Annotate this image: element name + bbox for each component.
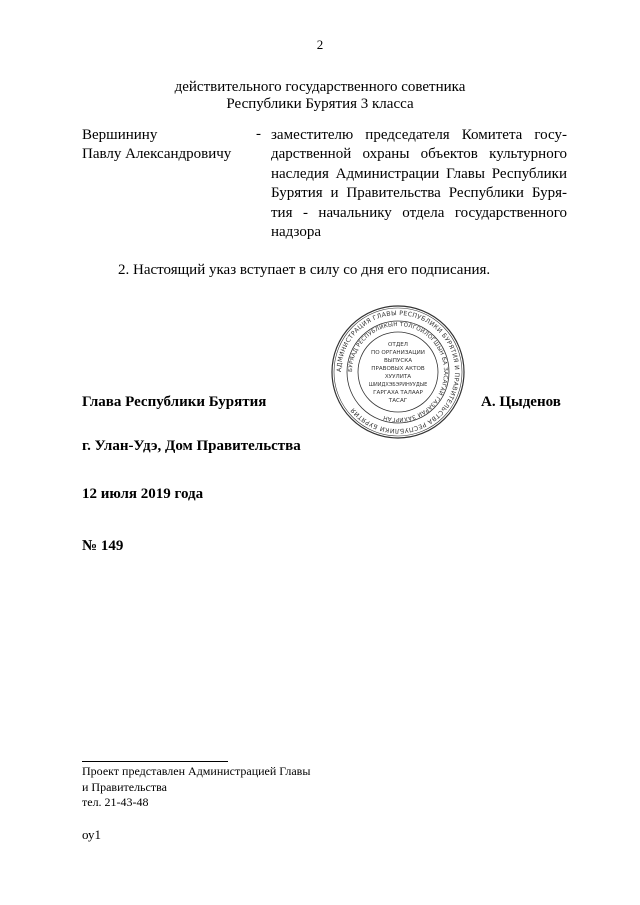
footnote-phone: тел. 21-43-48: [82, 795, 149, 809]
clause-2: 2. Настоящий указ вступает в силу со дня его подписания.: [118, 262, 491, 278]
footnote-divider: [82, 761, 228, 762]
seal-center-line: ШИИДХЭБЭРИНУУДЫЕ: [368, 382, 428, 388]
page-number: 2: [316, 37, 324, 52]
rank-title-line-1: действительного государственного советника: [174, 79, 466, 95]
person-position: заместителю председателя Комитета госу-дарственной охраны объектов культурного наследия Администрации Главы Республики Бурятия и Правительства Республики Буря-тия - начальнику отдела государственного надзора: [271, 127, 567, 241]
seal-outer-text: АДМИНИСТРАЦИЯ ГЛАВЫ РЕСПУБЛИКИ БУРЯТИЯ И ПРАВИТЕЛЬСТВА РЕСПУБЛИКИ БУРЯТИЯ: [335, 309, 461, 435]
footnote-line: Проект представлен Администрацией Главы: [82, 764, 311, 778]
document-code: оу1: [82, 827, 102, 842]
seal-inner-text: БУРЯАД РЕСПУБЛИКЫН ТОЛГОЙЛОГШЫН БА ЗАСАГАЙ ГАЗАРАЙ ЗАХИРГАН: [347, 321, 449, 423]
signer-title: Глава Республики Бурятия: [82, 394, 267, 410]
footnote-line: и Правительства: [82, 780, 167, 794]
seal-center-line: ПРАВОВЫХ АКТОВ: [371, 366, 425, 372]
seal-center-line: ГАРГАХА ТАЛААР: [373, 390, 423, 396]
separator-dash: -: [256, 126, 261, 142]
decree-date: 12 июля 2019 года: [82, 486, 204, 502]
seal-center-line: ОТДЕЛ: [388, 342, 408, 348]
decree-number: № 149: [82, 538, 124, 554]
rank-title-line-2: Республики Бурятия 3 класса: [226, 96, 414, 112]
official-seal: [330, 304, 466, 440]
seal-center-line: ТАСАГ: [388, 398, 408, 404]
place-of-signing: г. Улан-Удэ, Дом Правительства: [82, 438, 301, 454]
seal-center-line: ПО ОРГАНИЗАЦИИ: [371, 350, 425, 356]
seal-center-line: ХУУЛИТА: [384, 374, 412, 380]
person-surname: Вершинину: [82, 127, 158, 143]
person-given-names: Павлу Александровичу: [82, 146, 232, 162]
signer-name: А. Цыденов: [481, 394, 561, 410]
seal-center-line: ВЫПУСКА: [383, 358, 413, 364]
